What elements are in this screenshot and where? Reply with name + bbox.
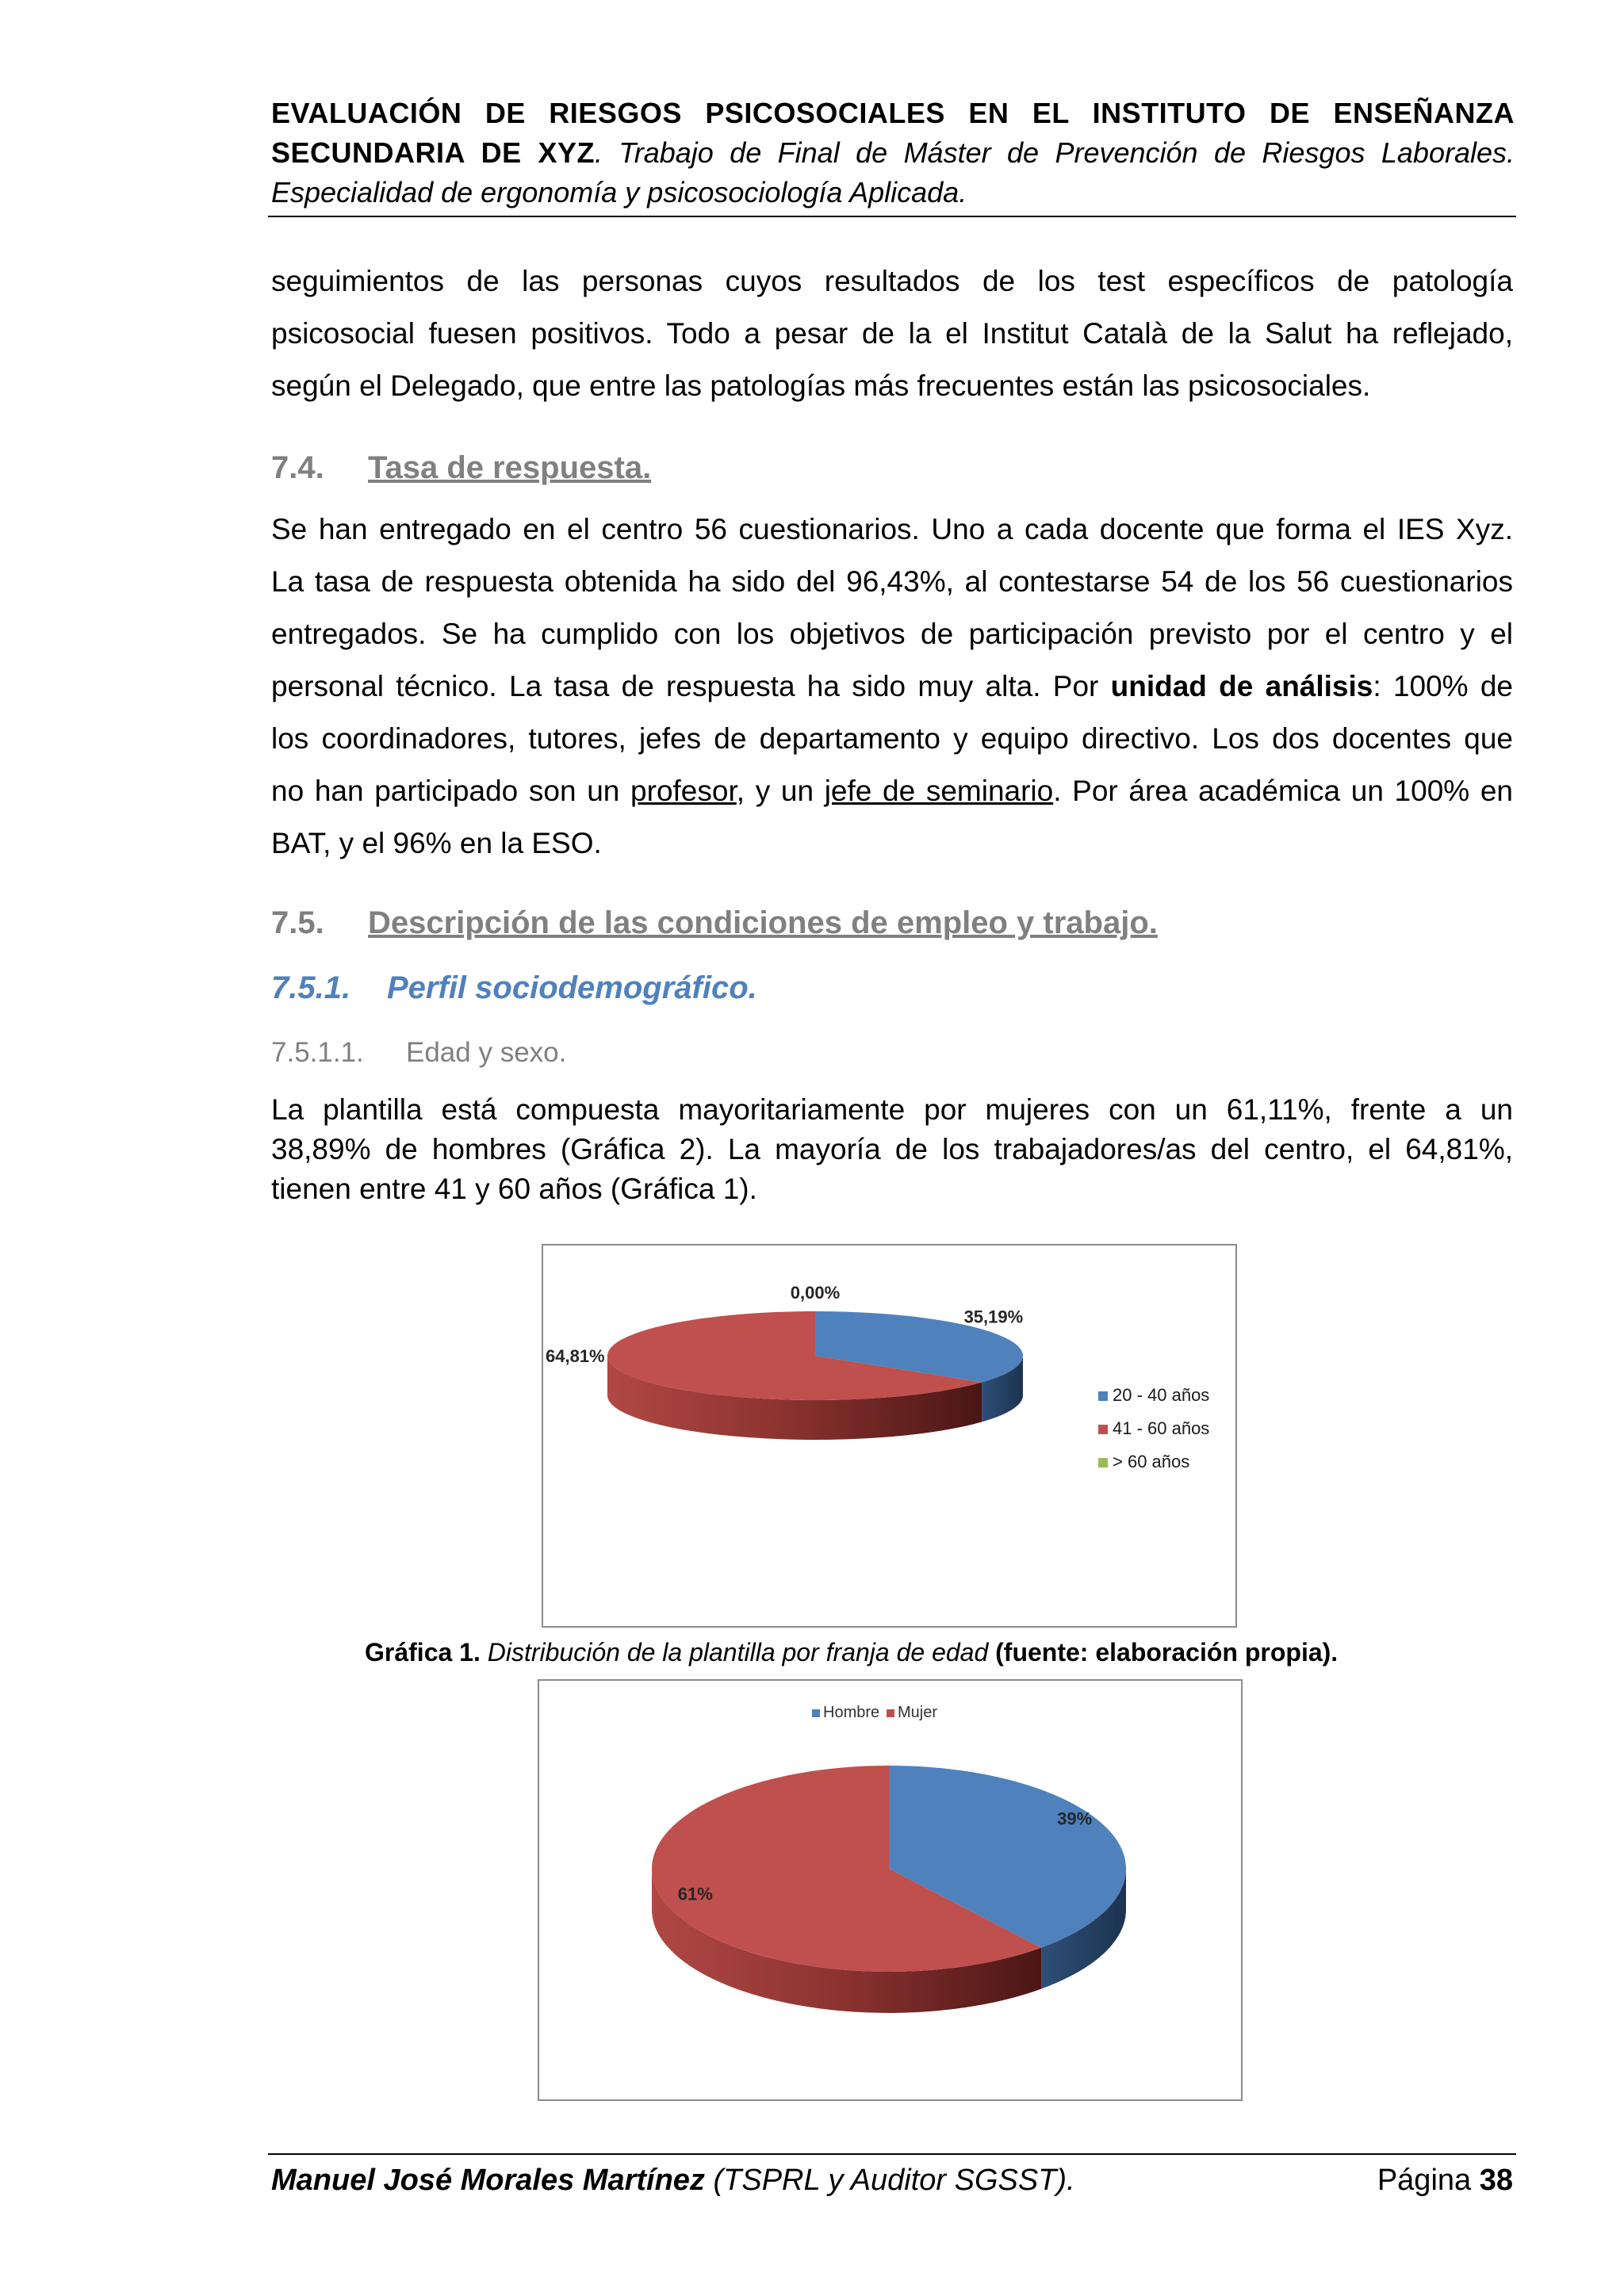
legend-label: Hombre — [823, 1704, 880, 1721]
page-number — [1377, 2158, 1513, 2202]
subsection-title: Perfil sociodemográfico. — [387, 970, 757, 1005]
page-number-value: 38 — [1479, 2164, 1513, 2197]
text-run: no han participado son un — [271, 775, 631, 807]
data-label: 39% — [1057, 1808, 1093, 1829]
text-run: , y un — [736, 775, 825, 807]
section-heading-7-5 — [271, 905, 1158, 941]
sex-pie-chart — [539, 1681, 1241, 2099]
text-run: . Por área académica un 100% en — [1053, 775, 1514, 807]
section-title: Descripción de las condiciones de empleo y trabajo. — [368, 905, 1158, 940]
chart-legend — [812, 1704, 937, 1721]
text-line: psicosocial fuesen positivos. Todo a pesar de la el Institut Català de la Salut ha reflejado, — [271, 317, 1513, 350]
legend-label: 41 - 60 años — [1113, 1418, 1210, 1438]
header-rule — [268, 216, 1516, 217]
text-line: BAT, y el 96% en la ESO. — [271, 827, 602, 859]
section-number: 7.5. — [271, 905, 324, 940]
underlined-term: jefe de seminario — [824, 775, 1054, 807]
data-label: 61% — [677, 1884, 713, 1904]
pie-plot — [607, 1311, 1023, 1440]
text-line: 38,89% de hombres (Gráfica 2). La mayoría de los trabajadores/as del centro, el 64,81%, — [271, 1133, 1513, 1165]
subsection-number: 7.5.1. — [271, 970, 351, 1005]
footer-rule — [268, 2153, 1516, 2155]
underlined-term: profesor — [630, 775, 737, 807]
running-header — [271, 94, 1515, 212]
section-heading-7-4 — [271, 450, 651, 486]
section-number: 7.4. — [271, 450, 324, 485]
legend-swatch — [887, 1709, 894, 1717]
caption-text: Distribución de la plantilla por franja de edad — [480, 1638, 989, 1667]
text-line: La tasa de respuesta obtenida ha sido del 96,43%, al contestarse 54 de los 56 cuestionarios — [271, 565, 1513, 598]
intro-paragraph — [271, 255, 1513, 412]
text-line: tienen entre 41 y 60 años (Gráfica 1). — [271, 1173, 757, 1205]
chart-caption — [365, 1638, 1338, 1667]
subsubsection-title: Edad y sexo. — [406, 1037, 567, 1068]
caption-source: (fuente: elaboración propia). — [988, 1638, 1339, 1667]
caption-label: Gráfica 1. — [365, 1638, 481, 1667]
profile-paragraph — [271, 1090, 1513, 1209]
text-run: : 100% de — [1373, 670, 1513, 702]
subsection-heading-7-5-1 — [271, 970, 757, 1006]
legend-swatch — [1098, 1425, 1108, 1434]
legend-swatch — [1098, 1391, 1108, 1401]
chart-age-distribution — [542, 1244, 1237, 1628]
legend-label: Mujer — [898, 1704, 938, 1721]
text-line: entregados. Se ha cumplido con los objetivos de participación previsto por el centro y el — [271, 618, 1513, 650]
response-paragraph — [271, 503, 1513, 870]
legend-swatch — [812, 1709, 820, 1717]
text-line — [271, 660, 1513, 713]
footer-author — [271, 2158, 1075, 2202]
legend-swatch — [1098, 1458, 1108, 1468]
section-title: Tasa de respuesta. — [368, 450, 652, 485]
text-line — [271, 765, 1513, 817]
text-run: personal técnico. La tasa de respuesta ha sido muy alta. Por — [271, 670, 1111, 702]
data-label: 35,19% — [963, 1307, 1024, 1327]
data-label: 64,81% — [546, 1346, 605, 1366]
legend-label: > 60 años — [1113, 1452, 1190, 1471]
text-line: Se han entregado en el centro 56 cuestionarios. Uno a cada docente que forma el IES Xyz. — [271, 513, 1513, 545]
age-pie-chart — [543, 1246, 1235, 1626]
author-name: Manuel José Morales Martínez — [271, 2164, 705, 2197]
author-role: (TSPRL y Auditor SGSST). — [704, 2164, 1075, 2197]
legend-label: 20 - 40 años — [1113, 1385, 1210, 1405]
chart-legend — [1098, 1385, 1209, 1471]
text-line: según el Delegado, que entre las patologías más frecuentes están las psicosociales. — [271, 369, 1371, 402]
header-title-bold: EVALUACIÓN DE RIESGOS PSICOSOCIALES EN EL INSTITUTO DE ENSEÑANZA SECUNDARIA DE XYZ — [271, 97, 1515, 169]
text-line: La plantilla está compuesta mayoritariamente por mujeres con un 61,11%, frente a un — [271, 1093, 1513, 1126]
subsubsection-heading-7-5-1-1 — [271, 1037, 566, 1069]
page-label: Página — [1377, 2164, 1480, 2197]
data-label: 0,00% — [790, 1283, 841, 1303]
chart-sex-distribution — [538, 1679, 1243, 2101]
text-line: los coordinadores, tutores, jefes de departamento y equipo directivo. Los dos docentes que — [271, 722, 1513, 755]
pie-plot — [652, 1766, 1126, 2013]
text-line: seguimientos de las personas cuyos resultados de los test específicos de patología — [271, 265, 1513, 297]
subsubsection-number: 7.5.1.1. — [271, 1037, 364, 1068]
header-title-italic: . Trabajo de Final de Máster de Prevención de Riesgos Laborales. Especialidad de ergonomía y psicosociología Aplicada. — [271, 136, 1515, 209]
bold-term: unidad de análisis — [1110, 670, 1373, 702]
